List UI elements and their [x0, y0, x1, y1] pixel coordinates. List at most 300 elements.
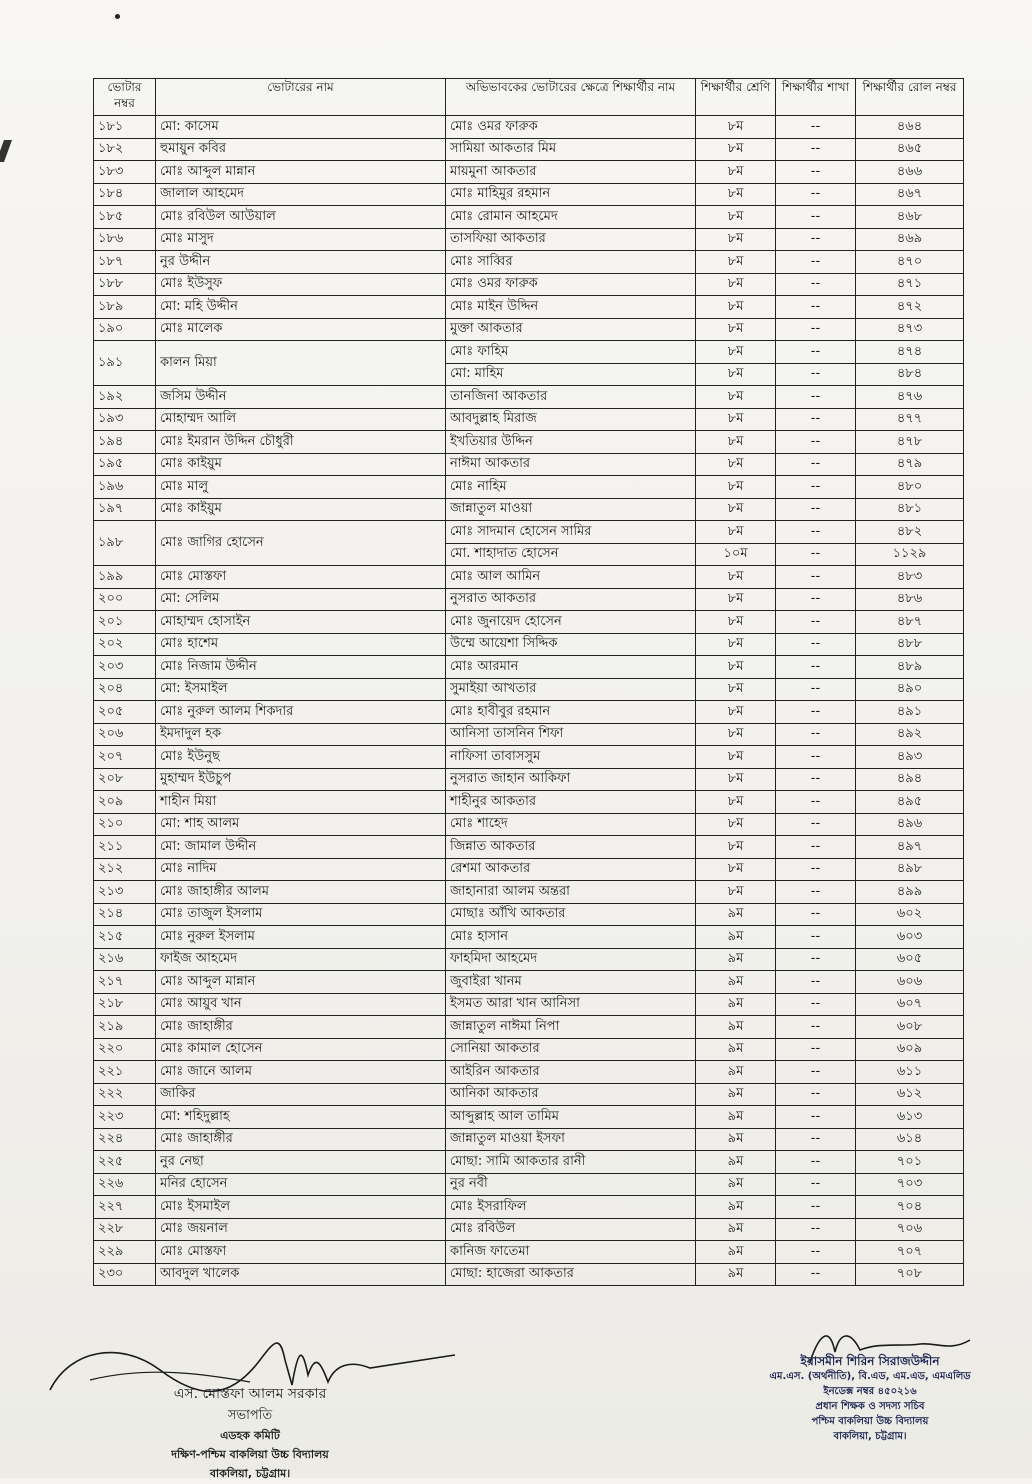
student-roll-cell: ৪৯৯ [856, 881, 964, 904]
student-name-cell: উম্মে আয়েশা সিদ্দিক [446, 633, 696, 656]
table-row [94, 948, 964, 971]
student-name-cell: মোঃ আরমান [446, 656, 696, 679]
table-row [94, 723, 964, 746]
table-row [94, 1263, 964, 1286]
voter-no-cell: ২১৩ [94, 881, 156, 904]
left-signatory-school: দক্ষিণ-পশ্চিম বাকলিয়া উচ্চ বিদ্যালয় [171, 1448, 329, 1461]
table-row [94, 701, 964, 724]
student-branch-cell: -- [776, 453, 856, 476]
student-name-cell: নাফিসা তাবাসসুম [446, 746, 696, 769]
voter-no-cell: ২০৩ [94, 656, 156, 679]
student-roll-cell: ৪৭৪ [856, 341, 964, 364]
table-row [94, 746, 964, 769]
student-class-cell: ৮ম [696, 881, 776, 904]
student-roll-cell: ৭০৬ [856, 1218, 964, 1241]
student-name-cell: মোঃ নাহিম [446, 476, 696, 499]
voter-name-cell: মোঃ জাহাঙ্গীর আলম [156, 881, 446, 904]
table-row [94, 116, 964, 139]
student-branch-cell: -- [776, 543, 856, 566]
voter-name-cell: মো: ইসমাইল [156, 678, 446, 701]
table-header-row [94, 79, 964, 116]
student-branch-cell: -- [776, 746, 856, 769]
table-row [94, 1016, 964, 1039]
table-row [94, 273, 964, 296]
student-roll-cell: ৬০৫ [856, 948, 964, 971]
student-roll-cell: ৪৮৯ [856, 656, 964, 679]
student-roll-cell: ৭০৭ [856, 1241, 964, 1264]
voter-name-cell: মোঃ হাশেম [156, 633, 446, 656]
student-branch-cell: -- [776, 1061, 856, 1084]
student-class-cell: ৮ম [696, 566, 776, 589]
table-row [94, 813, 964, 836]
student-branch-cell: -- [776, 318, 856, 341]
voter-name-cell: মোঃ ইমরান উদ্দিন চৌধুরী [156, 431, 446, 454]
student-roll-cell: ৬১২ [856, 1083, 964, 1106]
right-signatory-index: ইনডেক্স নম্বর ৪৫০২১৬ [823, 1386, 917, 1397]
student-name-cell: মোঃ ওমর ফারুক [446, 273, 696, 296]
student-name-cell: কানিজ ফাতেমা [446, 1241, 696, 1264]
student-name-cell: জান্নাতুল নাঈমা নিপা [446, 1016, 696, 1039]
student-roll-cell: ৬১৩ [856, 1106, 964, 1129]
student-name-cell: তাসফিয়া আকতার [446, 228, 696, 251]
student-branch-cell: -- [776, 1106, 856, 1129]
voter-name-cell: নুর উদ্দীন [156, 251, 446, 274]
student-roll-cell: ৪৭৯ [856, 453, 964, 476]
student-class-cell: ৮ম [696, 813, 776, 836]
table-row [94, 183, 964, 206]
student-branch-cell: -- [776, 611, 856, 634]
student-roll-cell: ৪৯৭ [856, 836, 964, 859]
table-row [94, 138, 964, 161]
voter-list-table [93, 78, 964, 1286]
student-class-cell: ৯ম [696, 1263, 776, 1286]
table-row [94, 206, 964, 229]
voter-no-cell: ২০৯ [94, 791, 156, 814]
student-class-cell: ৮ম [696, 723, 776, 746]
student-class-cell: ৯ম [696, 1128, 776, 1151]
signature-block-left [30, 1320, 470, 1480]
voter-name-cell: মোঃ নাদিম [156, 858, 446, 881]
voter-no-cell: ২১০ [94, 813, 156, 836]
student-class-cell: ৮ম [696, 678, 776, 701]
student-roll-cell: ৬১১ [856, 1061, 964, 1084]
voter-no-cell: ২২৯ [94, 1241, 156, 1264]
table-row [94, 1128, 964, 1151]
voter-name-cell: মোঃ মালু [156, 476, 446, 499]
student-class-cell: ৮ম [696, 768, 776, 791]
student-branch-cell: -- [776, 116, 856, 139]
header-voter-no: ভোটার নম্বর [94, 79, 156, 116]
student-roll-cell: ৪৬৯ [856, 228, 964, 251]
voter-name-cell: মোঃ মাসুদ [156, 228, 446, 251]
student-name-cell: মো: মাহিম [446, 363, 696, 386]
student-class-cell: ৮ম [696, 633, 776, 656]
voter-name-cell: ইমদাদুল হক [156, 723, 446, 746]
student-class-cell: ৯ম [696, 1196, 776, 1219]
student-class-cell: ৮ম [696, 206, 776, 229]
student-class-cell: ৯ম [696, 1173, 776, 1196]
voter-name-cell: কালন মিয়া [156, 341, 446, 386]
student-name-cell: নাঈমা আকতার [446, 453, 696, 476]
student-branch-cell: -- [776, 881, 856, 904]
student-name-cell: মোঃ জুনায়েদ হোসেন [446, 611, 696, 634]
voter-name-cell: মোঃ রবিউল আউয়াল [156, 206, 446, 229]
voter-name-cell: মো: শাহ আলম [156, 813, 446, 836]
student-roll-cell: ৪৮০ [856, 476, 964, 499]
student-class-cell: ৮ম [696, 498, 776, 521]
voter-no-cell: ১৯৮ [94, 521, 156, 566]
header-student-branch: শিক্ষার্থীর শাখা [776, 79, 856, 116]
voter-no-cell: ২২৫ [94, 1151, 156, 1174]
voter-name-cell: হুমায়ুন কবির [156, 138, 446, 161]
voter-no-cell: ২০২ [94, 633, 156, 656]
table-row [94, 633, 964, 656]
table-row [94, 1218, 964, 1241]
student-roll-cell: ৬০৯ [856, 1038, 964, 1061]
student-roll-cell: ৭০৪ [856, 1196, 964, 1219]
student-branch-cell: -- [776, 588, 856, 611]
student-name-cell: আনিকা আকতার [446, 1083, 696, 1106]
table-row [94, 993, 964, 1016]
voter-name-cell: মোঃ আয়ুব খান [156, 993, 446, 1016]
table-row [94, 296, 964, 319]
student-branch-cell: -- [776, 386, 856, 409]
signature-block-right [730, 1322, 1010, 1472]
student-name-cell: ফাহমিদা আহমেদ [446, 948, 696, 971]
voter-name-cell: জাকির [156, 1083, 446, 1106]
voter-no-cell: ২০৫ [94, 701, 156, 724]
voter-no-cell: ১৮৮ [94, 273, 156, 296]
right-signatory-title: প্রধান শিক্ষক ও সদস্য সচিব [815, 1401, 925, 1412]
student-roll-cell: ৬০৭ [856, 993, 964, 1016]
table-row [94, 858, 964, 881]
voter-name-cell: মো: জামাল উদ্দীন [156, 836, 446, 859]
student-branch-cell: -- [776, 813, 856, 836]
student-class-cell: ৯ম [696, 1083, 776, 1106]
table-row [94, 566, 964, 589]
student-roll-cell: ১১২৯ [856, 543, 964, 566]
student-class-cell: ৯ম [696, 1218, 776, 1241]
student-name-cell: জুবাইরা খানম [446, 971, 696, 994]
voter-no-cell: ১৯০ [94, 318, 156, 341]
table-row [94, 1241, 964, 1264]
header-student-class: শিক্ষার্থীর শ্রেণি [696, 79, 776, 116]
student-roll-cell: ৪৬৭ [856, 183, 964, 206]
student-roll-cell: ৪৯৬ [856, 813, 964, 836]
voter-no-cell: ১৯৬ [94, 476, 156, 499]
student-name-cell: জান্নাতুল মাওয়া [446, 498, 696, 521]
student-class-cell: ৮ম [696, 476, 776, 499]
student-class-cell: ৮ম [696, 341, 776, 364]
voter-name-cell: মোঃ কাইয়ুম [156, 498, 446, 521]
student-branch-cell: -- [776, 768, 856, 791]
student-roll-cell: ৭০৮ [856, 1263, 964, 1286]
voter-no-cell: ১৮২ [94, 138, 156, 161]
student-name-cell: মোঃ মাইন উদ্দিন [446, 296, 696, 319]
voter-name-cell: মোঃ কাইয়ুম [156, 453, 446, 476]
table-row [94, 1173, 964, 1196]
student-branch-cell: -- [776, 138, 856, 161]
student-roll-cell: ৭০১ [856, 1151, 964, 1174]
student-roll-cell: ৪৬৮ [856, 206, 964, 229]
student-branch-cell: -- [776, 1241, 856, 1264]
voter-no-cell: ১৮১ [94, 116, 156, 139]
header-student-name: অভিভাবকের ভোটারের ক্ষেত্রে শিক্ষার্থীর নাম [446, 79, 696, 116]
student-roll-cell: ৪৭৩ [856, 318, 964, 341]
student-name-cell: ইখতিয়ার উদ্দিন [446, 431, 696, 454]
student-class-cell: ৮ম [696, 296, 776, 319]
table-row [94, 971, 964, 994]
student-branch-cell: -- [776, 476, 856, 499]
header-student-roll: শিক্ষার্থীর রোল নম্বর [856, 79, 964, 116]
voter-no-cell: ১৯১ [94, 341, 156, 386]
voter-name-cell: মোঃ নুরুল ইসলাম [156, 926, 446, 949]
voter-name-cell: মো: কাসেম [156, 116, 446, 139]
student-branch-cell: -- [776, 1083, 856, 1106]
student-name-cell: আবদুল্লাহ মিরাজ [446, 408, 696, 431]
student-branch-cell: -- [776, 678, 856, 701]
voter-no-cell: ১৯৪ [94, 431, 156, 454]
student-branch-cell: -- [776, 791, 856, 814]
table-body [94, 116, 964, 1286]
student-roll-cell: ৪৯২ [856, 723, 964, 746]
voter-name-cell: মোঃ জাহাঙ্গীর [156, 1016, 446, 1039]
student-roll-cell: ৪৭৮ [856, 431, 964, 454]
student-roll-cell: ৪৯৩ [856, 746, 964, 769]
student-roll-cell: ৪৯৪ [856, 768, 964, 791]
table-row [94, 768, 964, 791]
student-branch-cell: -- [776, 948, 856, 971]
voter-no-cell: ২০৭ [94, 746, 156, 769]
voter-name-cell: মনির হোসেন [156, 1173, 446, 1196]
student-roll-cell: ৬০৮ [856, 1016, 964, 1039]
ink-dot [115, 14, 120, 19]
student-name-cell: মোঃ আল আমিন [446, 566, 696, 589]
voter-name-cell: জসিম উদ্দীন [156, 386, 446, 409]
student-branch-cell: -- [776, 161, 856, 184]
student-branch-cell: -- [776, 723, 856, 746]
student-roll-cell: ৬১৪ [856, 1128, 964, 1151]
voter-no-cell: ১৮৯ [94, 296, 156, 319]
student-branch-cell: -- [776, 1128, 856, 1151]
voter-name-cell: মুহাম্মদ ইউচুপ [156, 768, 446, 791]
voter-no-cell: ১৯৩ [94, 408, 156, 431]
voter-no-cell: ১৯২ [94, 386, 156, 409]
table-row [94, 228, 964, 251]
table-row [94, 431, 964, 454]
voter-name-cell: মোঃ ইউসুফ [156, 273, 446, 296]
student-class-cell: ৮ম [696, 453, 776, 476]
student-class-cell: ৯ম [696, 993, 776, 1016]
voter-no-cell: ২২২ [94, 1083, 156, 1106]
student-roll-cell: ৪৬৫ [856, 138, 964, 161]
left-signatory-address: বাকলিয়া, চট্টগ্রাম। [209, 1467, 291, 1480]
student-name-cell: সামিয়া আকতার মিম [446, 138, 696, 161]
voter-no-cell: ২২০ [94, 1038, 156, 1061]
student-class-cell: ৮ম [696, 791, 776, 814]
voter-no-cell: ২২৮ [94, 1218, 156, 1241]
voter-no-cell: ২০৬ [94, 723, 156, 746]
student-class-cell: ৯ম [696, 903, 776, 926]
left-signatory-title: সভাপতি [227, 1408, 273, 1423]
voter-no-cell: ১৮৬ [94, 228, 156, 251]
student-branch-cell: -- [776, 1016, 856, 1039]
student-roll-cell: ৪৯৮ [856, 858, 964, 881]
voter-no-cell: ২০১ [94, 611, 156, 634]
student-name-cell: আব্দুল্লাহ আল তামিম [446, 1106, 696, 1129]
right-signatory-school: পশ্চিম বাকলিয়া উচ্চ বিদ্যালয় [811, 1416, 929, 1427]
table-row [94, 318, 964, 341]
student-name-cell: নুর নবী [446, 1173, 696, 1196]
student-name-cell: মোঃ রোমান আহমেদ [446, 206, 696, 229]
student-name-cell: আইরিন আকতার [446, 1061, 696, 1084]
student-roll-cell: ৪৮৭ [856, 611, 964, 634]
student-roll-cell: ৬০৬ [856, 971, 964, 994]
student-roll-cell: ৪৭১ [856, 273, 964, 296]
student-name-cell: মুক্তা আকতার [446, 318, 696, 341]
student-class-cell: ৮ম [696, 138, 776, 161]
student-class-cell: ৯ম [696, 971, 776, 994]
voter-name-cell: মোঃ মোস্তফা [156, 1241, 446, 1264]
student-branch-cell: -- [776, 206, 856, 229]
student-roll-cell: ৪৭৬ [856, 386, 964, 409]
voter-name-cell: মো: সেলিম [156, 588, 446, 611]
student-branch-cell: -- [776, 341, 856, 364]
student-class-cell: ৮ম [696, 656, 776, 679]
voter-name-cell: মোঃ জানে আলম [156, 1061, 446, 1084]
student-branch-cell: -- [776, 858, 856, 881]
voter-no-cell: ২১৫ [94, 926, 156, 949]
voter-name-cell: শাহীন মিয়া [156, 791, 446, 814]
student-roll-cell: ৪৮৩ [856, 566, 964, 589]
voter-no-cell: ১৮৭ [94, 251, 156, 274]
student-class-cell: ৮ম [696, 701, 776, 724]
voter-name-cell: মোঃ ইসমাইল [156, 1196, 446, 1219]
student-name-cell: জিন্নাত আকতার [446, 836, 696, 859]
student-class-cell: ৯ম [696, 948, 776, 971]
voter-no-cell: ২১৯ [94, 1016, 156, 1039]
student-name-cell: মোঃ সাদমান হোসেন সামির [446, 521, 696, 544]
student-class-cell: ৮ম [696, 386, 776, 409]
student-name-cell: মোঃ মাহিমুর রহমান [446, 183, 696, 206]
student-class-cell: ৯ম [696, 926, 776, 949]
student-name-cell: মোছা: হাজেরা আকতার [446, 1263, 696, 1286]
table-row [94, 251, 964, 274]
table-row [94, 678, 964, 701]
student-branch-cell: -- [776, 1218, 856, 1241]
table-row [94, 903, 964, 926]
table-row [94, 453, 964, 476]
student-branch-cell: -- [776, 498, 856, 521]
student-roll-cell: ৬০৩ [856, 926, 964, 949]
table-row [94, 1151, 964, 1174]
table-row [94, 341, 964, 364]
student-branch-cell: -- [776, 836, 856, 859]
student-class-cell: ৮ম [696, 588, 776, 611]
student-name-cell: তানজিনা আকতার [446, 386, 696, 409]
student-class-cell: ১০ম [696, 543, 776, 566]
voter-name-cell: মোঃ তাজুল ইসলাম [156, 903, 446, 926]
voter-no-cell: ২২৬ [94, 1173, 156, 1196]
student-name-cell: মায়মুনা আকতার [446, 161, 696, 184]
student-name-cell: নুসরাত জাহান আকিফা [446, 768, 696, 791]
voter-name-cell: মোঃ জাহাঙ্গীর [156, 1128, 446, 1151]
student-branch-cell: -- [776, 1196, 856, 1219]
right-signatory-degree: এম.এস. (অর্থনীতি), বি.এড, এম.এড, এমএলিড [769, 1371, 971, 1382]
student-name-cell: মোঃ রবিউল [446, 1218, 696, 1241]
student-class-cell: ৮ম [696, 161, 776, 184]
student-class-cell: ৯ম [696, 1106, 776, 1129]
student-branch-cell: -- [776, 521, 856, 544]
voter-no-cell: ২২৩ [94, 1106, 156, 1129]
voter-no-cell: ২০৪ [94, 678, 156, 701]
table-row [94, 588, 964, 611]
voter-no-cell: ২১৬ [94, 948, 156, 971]
student-class-cell: ৮ম [696, 836, 776, 859]
student-branch-cell: -- [776, 431, 856, 454]
student-name-cell: ইসমত আরা খান আনিসা [446, 993, 696, 1016]
voter-name-cell: ফাইজ আহমেদ [156, 948, 446, 971]
voter-no-cell: ২২৭ [94, 1196, 156, 1219]
student-branch-cell: -- [776, 408, 856, 431]
student-roll-cell: ৪৬৪ [856, 116, 964, 139]
voter-no-cell: ২১৪ [94, 903, 156, 926]
student-branch-cell: -- [776, 251, 856, 274]
student-name-cell: মোঃ ইসরাফিল [446, 1196, 696, 1219]
student-branch-cell: -- [776, 656, 856, 679]
table-row [94, 1061, 964, 1084]
student-name-cell: মোঃ ওমর ফারুক [446, 116, 696, 139]
voter-name-cell: মোঃ আব্দুল মান্নান [156, 161, 446, 184]
student-roll-cell: ৪৮৬ [856, 588, 964, 611]
voter-name-cell: মোঃ মোস্তফা [156, 566, 446, 589]
left-signatory-name: এস. মোস্তফা আলম সরকার [173, 1386, 327, 1402]
student-name-cell: সুমাইয়া আখতার [446, 678, 696, 701]
voter-no-cell: ২০০ [94, 588, 156, 611]
student-branch-cell: -- [776, 926, 856, 949]
student-roll-cell: ৬০২ [856, 903, 964, 926]
student-branch-cell: -- [776, 273, 856, 296]
voter-no-cell: ২০৮ [94, 768, 156, 791]
student-roll-cell: ৪৮১ [856, 498, 964, 521]
student-name-cell: জান্নাতুল মাওয়া ইসফা [446, 1128, 696, 1151]
voter-no-cell: ২১১ [94, 836, 156, 859]
left-signatory-committee: এডহক কমিটি [220, 1429, 280, 1442]
voter-name-cell: মোঃ কামাল হোসেন [156, 1038, 446, 1061]
student-class-cell: ৮ম [696, 228, 776, 251]
student-name-cell: মোঃ হাবীবুর রহমান [446, 701, 696, 724]
student-branch-cell: -- [776, 971, 856, 994]
table-row [94, 521, 964, 544]
student-roll-cell: ৪৮৮ [856, 633, 964, 656]
student-name-cell: মোছা: সামি আকতার রানী [446, 1151, 696, 1174]
student-roll-cell: ৪৮৪ [856, 363, 964, 386]
student-branch-cell: -- [776, 993, 856, 1016]
voter-no-cell: ২১৮ [94, 993, 156, 1016]
student-class-cell: ৮ম [696, 183, 776, 206]
student-class-cell: ৯ম [696, 1061, 776, 1084]
voter-name-cell: মোঃ আব্দুল মান্নান [156, 971, 446, 994]
voter-name-cell: মোহাম্মদ আলি [156, 408, 446, 431]
voter-name-cell: মোঃ নিজাম উদ্দীন [156, 656, 446, 679]
voter-name-cell: মোঃ নুরুল আলম শিকদার [156, 701, 446, 724]
voter-no-cell: ২১৭ [94, 971, 156, 994]
student-name-cell: নুসরাত আকতার [446, 588, 696, 611]
student-class-cell: ৮ম [696, 251, 776, 274]
student-roll-cell: ৪৬৬ [856, 161, 964, 184]
voter-no-cell: ১৯৯ [94, 566, 156, 589]
table-row [94, 1196, 964, 1219]
